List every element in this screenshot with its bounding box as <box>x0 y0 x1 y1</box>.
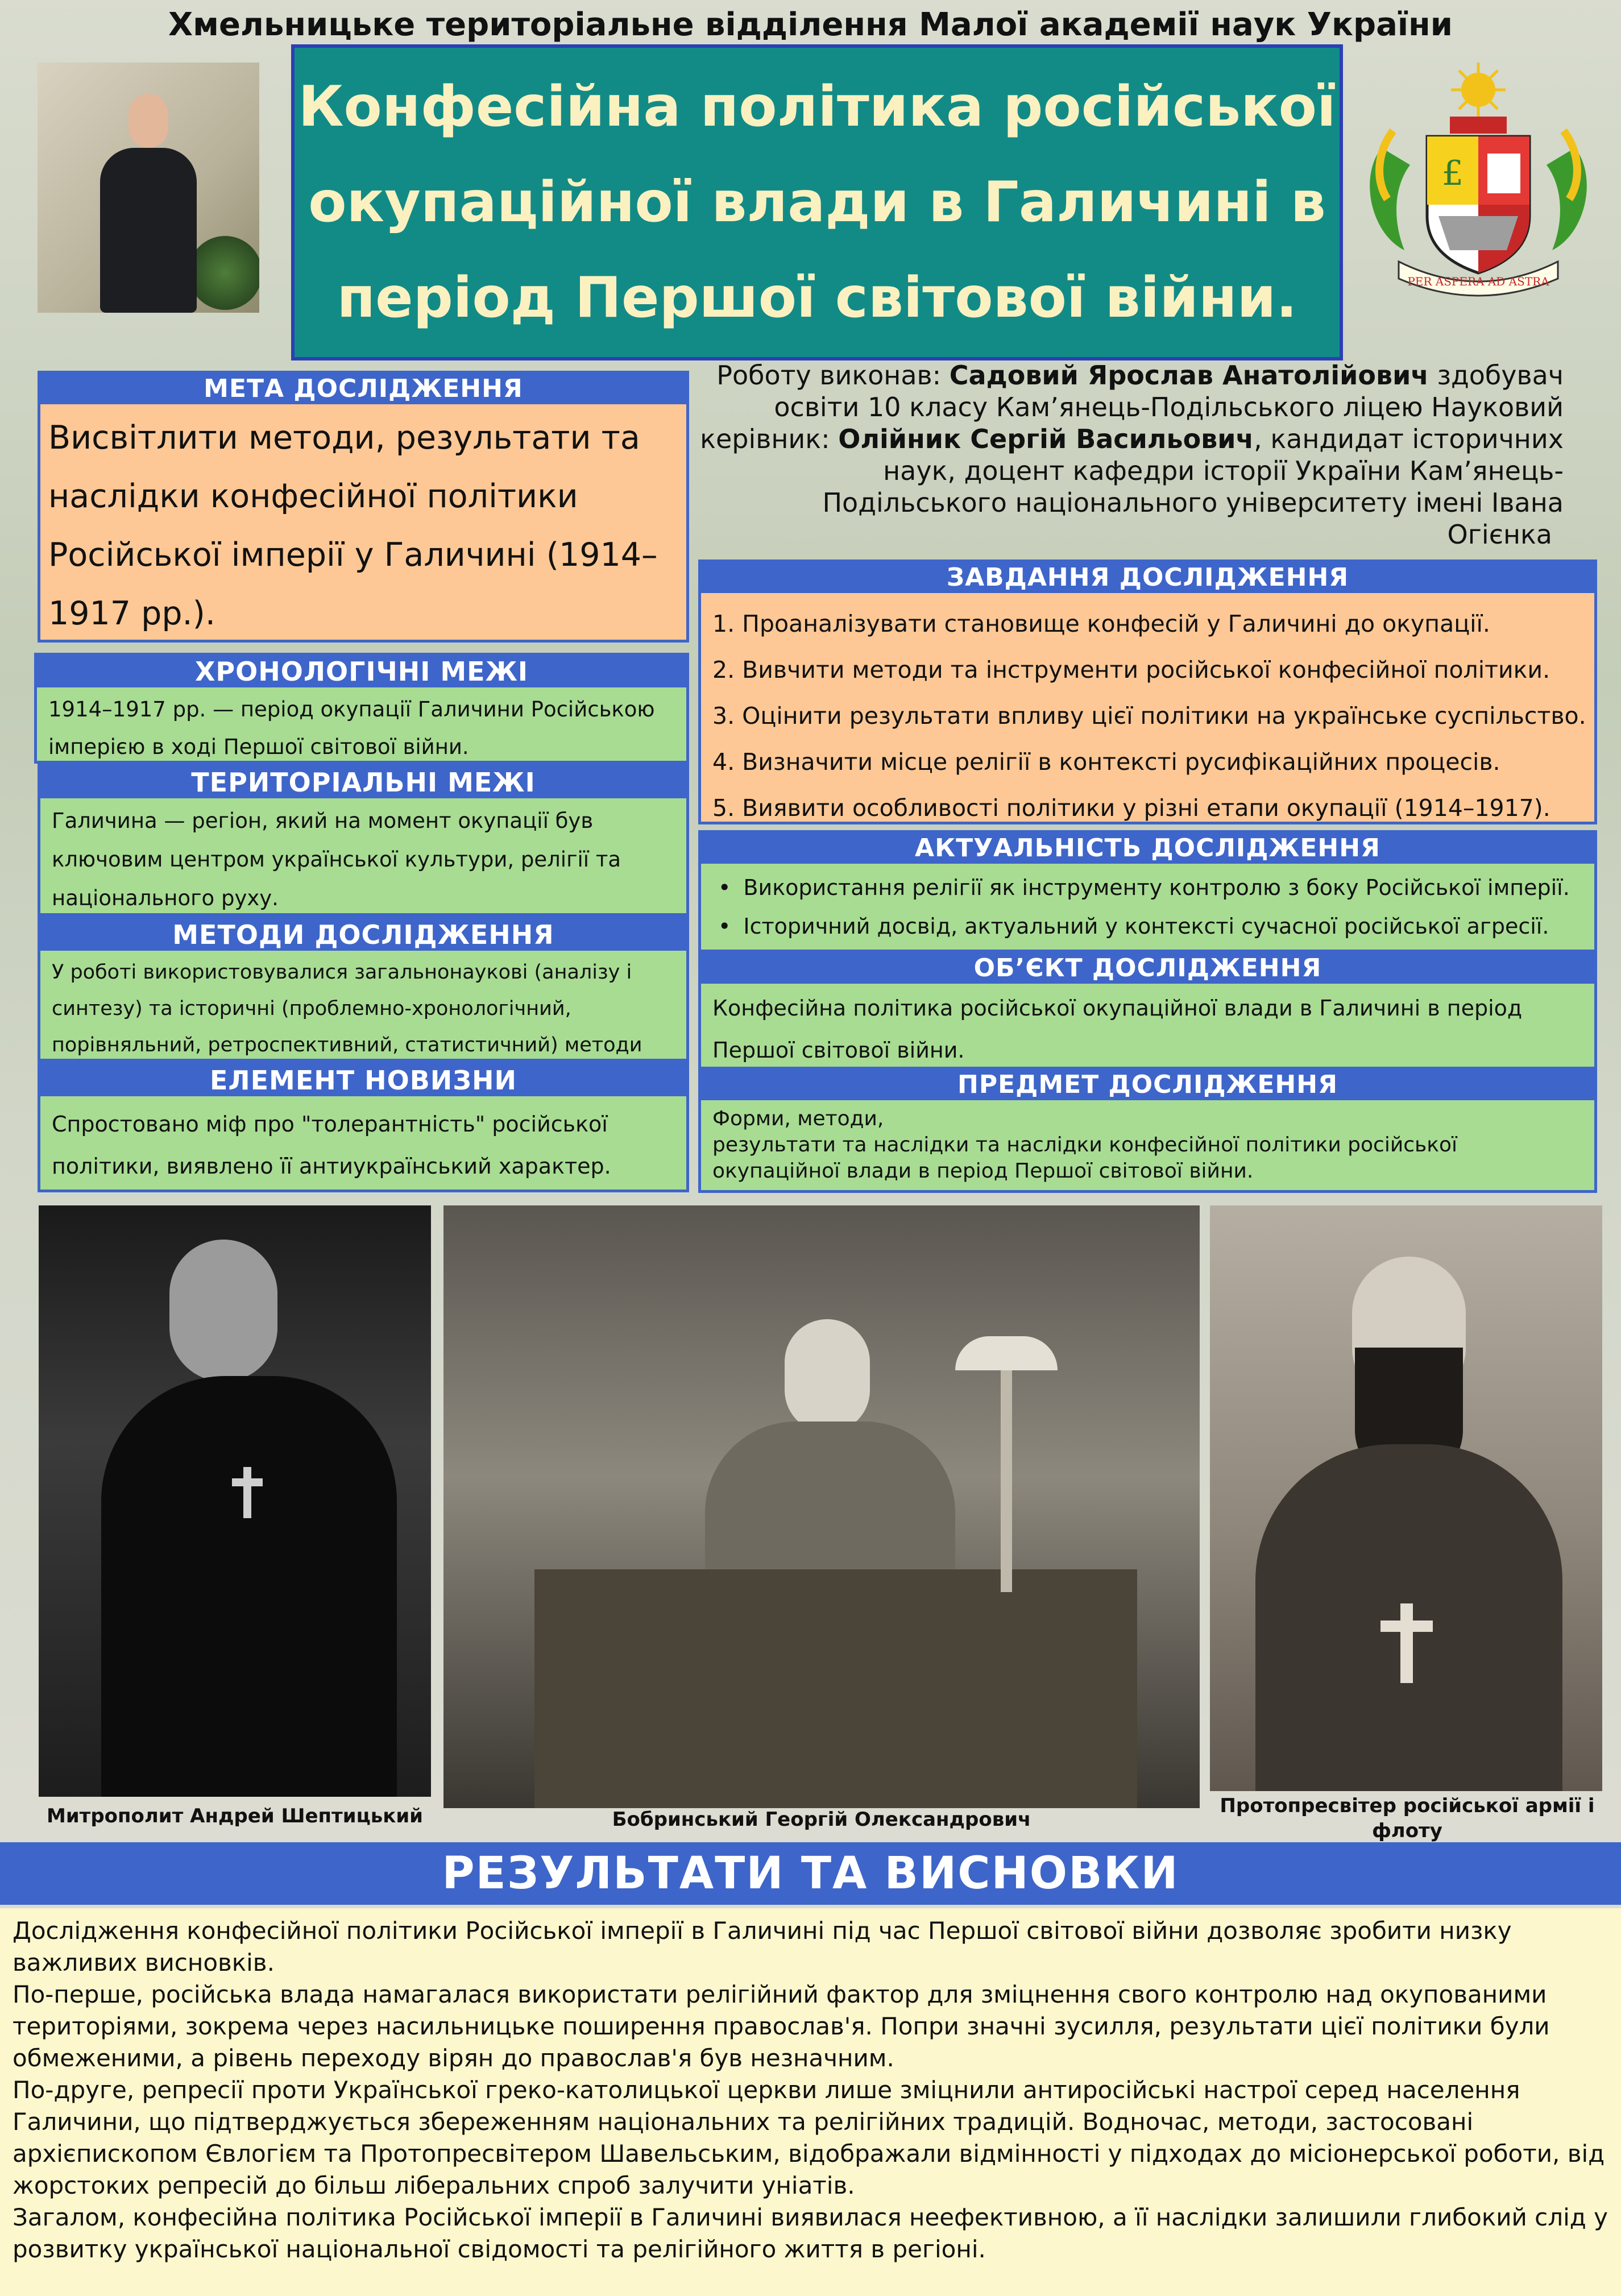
poster-title-box <box>291 44 1343 360</box>
subject-heading: ПРЕДМЕТ ДОСЛІДЖЕННЯ <box>701 1070 1594 1100</box>
student-name: Садовий Ярослав Анатолійович <box>949 360 1429 391</box>
author-photo <box>38 63 259 313</box>
task-item: 1. Проаналізувати становище конфесій у Галичині до окупації. <box>712 610 1490 637</box>
author-line: Подільського національного університету імені Івана <box>822 487 1564 518</box>
task-item: 3. Оцінити результати впливу цієї політики на українське суспільство. <box>712 702 1586 730</box>
supervisor-name: Олійник Сергій Васильович <box>838 424 1254 454</box>
goal-panel <box>38 371 689 643</box>
task-item: 5. Виявити особливості політики у різні етапи окупації (1914–1917). <box>712 794 1550 822</box>
supervisor-suffix: , кандидат історичних <box>1254 424 1564 454</box>
photo-bobrinsky <box>443 1205 1200 1808</box>
methods-heading: МЕТОДИ ДОСЛІДЖЕННЯ <box>40 919 686 951</box>
svg-text:£: £ <box>1441 154 1464 193</box>
results-paragraph: По-друге, репресії проти Української греко-католицької церкви лише зміцнили антиросійські настрої серед населення Галичини, що підтверджується збереженням національних та релігійних традицій. Водночас, методи, застосовані архієпископом Євлогієм та Протопресвітером Шавельським, відображали відмінності у підходах до місіонерської роботи, від жорстоких репресій до більш ліберальних спроб залучити уніатів. <box>13 2076 1605 2199</box>
author-line: освіти 10 класу Кам’янець-Подільського ліцею Науковий <box>774 392 1564 422</box>
chronology-text: 1914–1917 рр. — період окупації Галичини Російською імперією в ході Першої світової війни. <box>48 697 655 759</box>
relevance-panel <box>698 830 1597 952</box>
cross-bar <box>232 1478 263 1486</box>
chronology-heading: ХРОНОЛОГІЧНІ МЕЖІ <box>37 656 686 687</box>
organization-title: Хмельницьке територіальне відділення Малої академії наук України <box>168 6 1453 43</box>
caption-line: Протопресвітер російської армії і флоту <box>1220 1794 1595 1842</box>
caption-sheptytsky: Митрополит Андрей Шептицький <box>46 1805 423 1827</box>
subject-text <box>701 1100 1594 1188</box>
cross-icon <box>243 1467 251 1518</box>
subject-panel <box>698 1067 1597 1193</box>
svg-text:PER ASPERA AD ASTRA: PER ASPERA AD ASTRA <box>1407 275 1549 288</box>
cross-bar <box>1380 1621 1433 1632</box>
author-line: Огієнка <box>1447 519 1552 550</box>
portrait-robe <box>101 1376 397 1797</box>
portrait-head <box>169 1240 277 1382</box>
methods-text: У роботі використовувалися загальнонаукові (аналізу і синтезу) та історичні (проблемно-хронологічний, порівняльний, ретроспективний, статистичний) методи <box>52 961 642 1056</box>
results-paragraph: Дослідження конфесійної політики Російської імперії в Галичині під час Першої світової війни дозволяє зробити низку важливих висновків. <box>13 1917 1512 1976</box>
task-item: 2. Вивчити методи та інструменти російської конфесійної політики. <box>712 656 1550 683</box>
author-suffix: здобувач <box>1428 360 1564 391</box>
portrait-head <box>785 1319 870 1433</box>
task-item: 4. Визначити місце релігії в контексті русифікаційних процесів. <box>712 748 1500 776</box>
subject-line: результати та наслідки та наслідки конфесійної політики російської окупаційної влади в період Першої світової війни. <box>712 1133 1458 1183</box>
author-prefix: Роботу виконав: <box>716 360 950 391</box>
lamp-stand <box>1001 1353 1012 1592</box>
goal-heading: МЕТА ДОСЛІДЖЕННЯ <box>40 374 686 404</box>
relevance-list <box>701 864 1594 946</box>
desk <box>534 1569 1137 1808</box>
relevance-item: • Використання релігії як інструменту контролю з боку Російської імперії. <box>718 868 1594 907</box>
authors-block <box>694 359 1564 550</box>
object-heading: ОБ’ЄКТ ДОСЛІДЖЕННЯ <box>701 953 1594 984</box>
caption-bobrinsky: Бобринський Георгій Олександрович <box>612 1808 1031 1831</box>
novelty-panel <box>38 1062 689 1192</box>
results-heading: РЕЗУЛЬТАТИ ТА ВИСНОВКИ <box>0 1842 1621 1905</box>
novelty-text: Спростовано міф про "толерантність" російської політики, виявлено її антиукраїнський характер. <box>52 1112 611 1179</box>
crest-icon <box>1359 63 1598 301</box>
results-body <box>0 1908 1621 2296</box>
author-head <box>128 94 168 148</box>
supervisor-prefix: керівник: <box>700 424 839 454</box>
author-line: наук, доцент кафедри історії України Кам’янець- <box>883 455 1564 486</box>
tasks-heading: ЗАВДАННЯ ДОСЛІДЖЕННЯ <box>701 562 1594 593</box>
tasks-list <box>701 593 1594 831</box>
results-paragraph: По-перше, російська влада намагалася використати релігійний фактор для зміцнення свого контролю над окупованими територіями, зокрема через насильницьке поширення православ'я. Попри значні зусилля, результати цієї політики були обмеженими, а рівень переходу вірян до православ'я був незначним. <box>13 1980 1550 2072</box>
novelty-heading: ЕЛЕМЕНТ НОВИЗНИ <box>40 1064 686 1096</box>
photo-shavelsky <box>1210 1205 1602 1791</box>
territory-panel <box>38 764 689 916</box>
territory-heading: ТЕРИТОРІАЛЬНІ МЕЖІ <box>40 766 686 798</box>
tasks-panel <box>698 560 1597 824</box>
goal-text: Висвітлити методи, результати та наслідки конфесійної політики Російської імперії у Галичині (1914–1917 рр.). <box>48 419 658 632</box>
results-paragraph: Загалом, конфесійна політика Російської імперії в Галичині виявилася неефективною, а її наслідки залишили глибокий слід у розвитку української національної свідомості та релігійного життя в регіоні. <box>13 2203 1608 2263</box>
poster-title: Конфесійна політика російської окупаційної влади в Галичині в період Першої світової війни. <box>298 74 1336 330</box>
object-text: Конфесійна політика російської окупаційної влади в Галичині в період Першої світової війни. <box>712 996 1523 1063</box>
plant-decoration <box>191 233 259 313</box>
cross-icon <box>1400 1603 1413 1683</box>
methods-panel <box>38 916 689 1062</box>
relevance-heading: АКТУАЛЬНІСТЬ ДОСЛІДЖЕННЯ <box>701 833 1594 864</box>
lamp-shade <box>955 1336 1058 1370</box>
object-panel <box>698 950 1597 1070</box>
photo-sheptytsky <box>39 1205 431 1797</box>
author-figure <box>100 148 197 313</box>
subject-line: Форми, методи, <box>712 1107 884 1130</box>
chronology-panel <box>34 653 689 764</box>
relevance-item: • Історичний досвід, актуальний у контексті сучасної російської агресії. <box>718 907 1594 946</box>
territory-text: Галичина — регіон, який на момент окупації був ключовим центром української культури, релігії та національного руху. <box>52 809 621 910</box>
